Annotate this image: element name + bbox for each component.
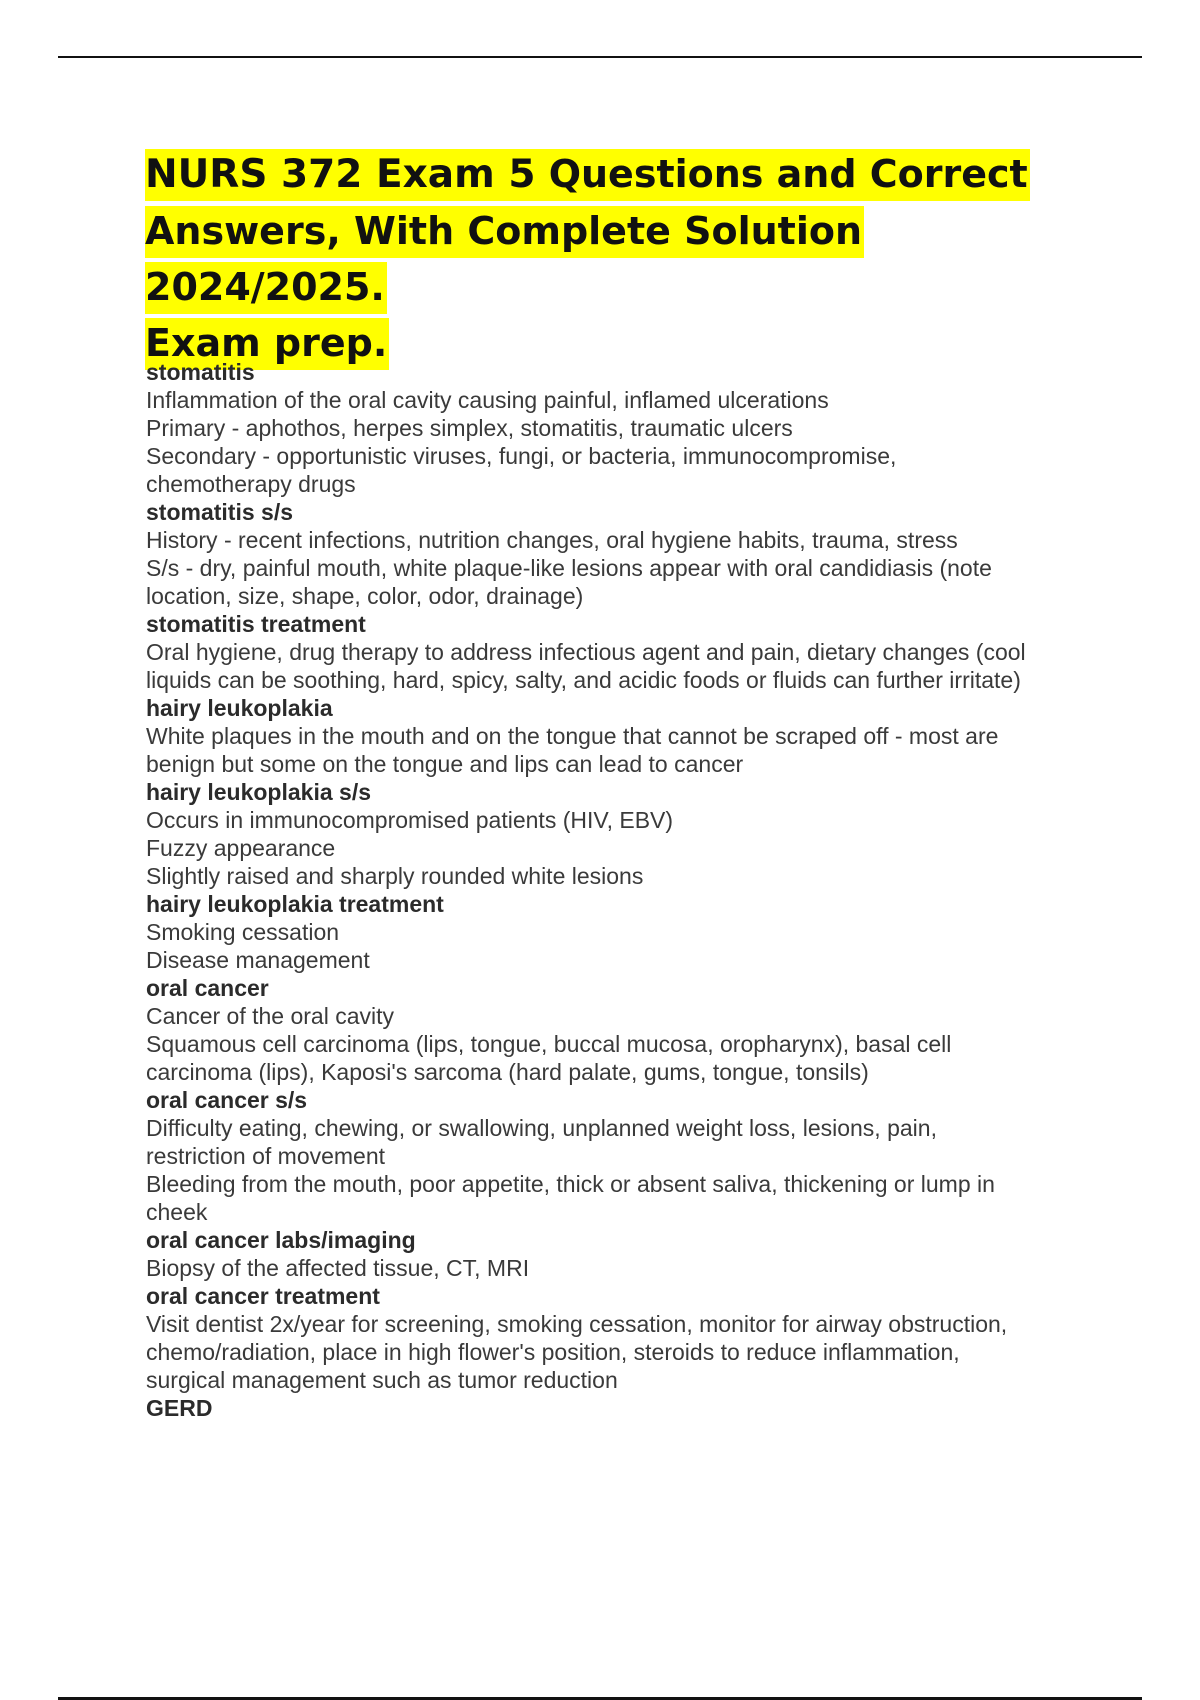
title-line2: Answers, With Complete Solution 2024/2025.: [145, 209, 863, 309]
qa-list: [146, 358, 1096, 1422]
entry-definition-line: restriction of movement: [146, 1143, 386, 1169]
entry-definition-line: Fuzzy appearance: [146, 835, 336, 861]
entry-term: stomatitis: [146, 359, 255, 385]
entry-definition-line: Primary - aphothos, herpes simplex, stomatitis, traumatic ulcers: [146, 415, 793, 441]
entry-definition-line: cheek: [146, 1199, 208, 1225]
entry-definition-line: Visit dentist 2x/year for screening, smoking cessation, monitor for airway obstruction,: [146, 1311, 1008, 1337]
qa-entry: [146, 1394, 1096, 1422]
entry-definition-line: chemo/radiation, place in high flower's position, steroids to reduce inflammation,: [146, 1339, 960, 1365]
entry-definition-line: location, size, shape, color, odor, drainage): [146, 583, 584, 609]
entry-definition-line: benign but some on the tongue and lips can lead to cancer: [146, 751, 744, 777]
entry-term: hairy leukoplakia: [146, 695, 333, 721]
page-title: [145, 146, 1045, 371]
title-line1-rest: Questions and Correct: [548, 152, 1028, 196]
entry-definition-line: surgical management such as tumor reduction: [146, 1367, 618, 1393]
entry-definition-line: History - recent infections, nutrition changes, oral hygiene habits, trauma, stress: [146, 527, 958, 553]
title-line3: Exam prep.: [145, 321, 388, 365]
entry-term: hairy leukoplakia s/s: [146, 779, 372, 805]
entry-definition-line: Difficulty eating, chewing, or swallowing, unplanned weight loss, lesions, pain,: [146, 1115, 937, 1141]
qa-entry: [146, 974, 1096, 1086]
entry-term: stomatitis treatment: [146, 611, 366, 637]
qa-entry: [146, 1282, 1096, 1394]
entry-term: oral cancer treatment: [146, 1283, 380, 1309]
entry-definition-line: Biopsy of the affected tissue, CT, MRI: [146, 1255, 530, 1281]
qa-entry: [146, 610, 1096, 694]
qa-entry: [146, 778, 1096, 890]
entry-definition-line: Disease management: [146, 947, 370, 973]
entry-term: hairy leukoplakia treatment: [146, 891, 444, 917]
qa-entry: [146, 498, 1096, 610]
qa-entry: [146, 890, 1096, 974]
entry-definition-line: White plaques in the mouth and on the tongue that cannot be scraped off - most are: [146, 723, 999, 749]
qa-entry: [146, 694, 1096, 778]
header-rule: [58, 56, 1142, 58]
entry-definition-line: S/s - dry, painful mouth, white plaque-like lesions appear with oral candidiasis (note: [146, 555, 992, 581]
qa-entry: [146, 1226, 1096, 1282]
qa-entry: [146, 1086, 1096, 1226]
entry-definition-line: Smoking cessation: [146, 919, 340, 945]
entry-definition-line: Cancer of the oral cavity: [146, 1003, 395, 1029]
entry-term: oral cancer: [146, 975, 269, 1001]
entry-definition-line: Oral hygiene, drug therapy to address infectious agent and pain, dietary changes (cool: [146, 639, 1026, 665]
entry-definition-line: Bleeding from the mouth, poor appetite, thick or absent saliva, thickening or lump in: [146, 1171, 995, 1197]
entry-term: GERD: [146, 1395, 213, 1421]
entry-term: oral cancer s/s: [146, 1087, 308, 1113]
entry-definition-line: Occurs in immunocompromised patients (HIV, EBV): [146, 807, 674, 833]
title-lead: NURS 372 Exam 5: [145, 152, 536, 197]
entry-definition-line: carcinoma (lips), Kaposi's sarcoma (hard palate, gums, tongue, tonsils): [146, 1059, 869, 1085]
qa-entry: [146, 358, 1096, 498]
entry-definition-line: liquids can be soothing, hard, spicy, salty, and acidic foods or fluids can further irritate): [146, 667, 1021, 693]
entry-definition-line: Inflammation of the oral cavity causing painful, inflamed ulcerations: [146, 387, 829, 413]
entry-term: stomatitis s/s: [146, 499, 293, 525]
entry-definition-line: Squamous cell carcinoma (lips, tongue, buccal mucosa, oropharynx), basal cell: [146, 1031, 952, 1057]
entry-definition-line: Secondary - opportunistic viruses, fungi, or bacteria, immunocompromise,: [146, 443, 897, 469]
entry-definition-line: chemotherapy drugs: [146, 471, 356, 497]
entry-term: oral cancer labs/imaging: [146, 1227, 416, 1253]
entry-definition-line: Slightly raised and sharply rounded white lesions: [146, 863, 644, 889]
